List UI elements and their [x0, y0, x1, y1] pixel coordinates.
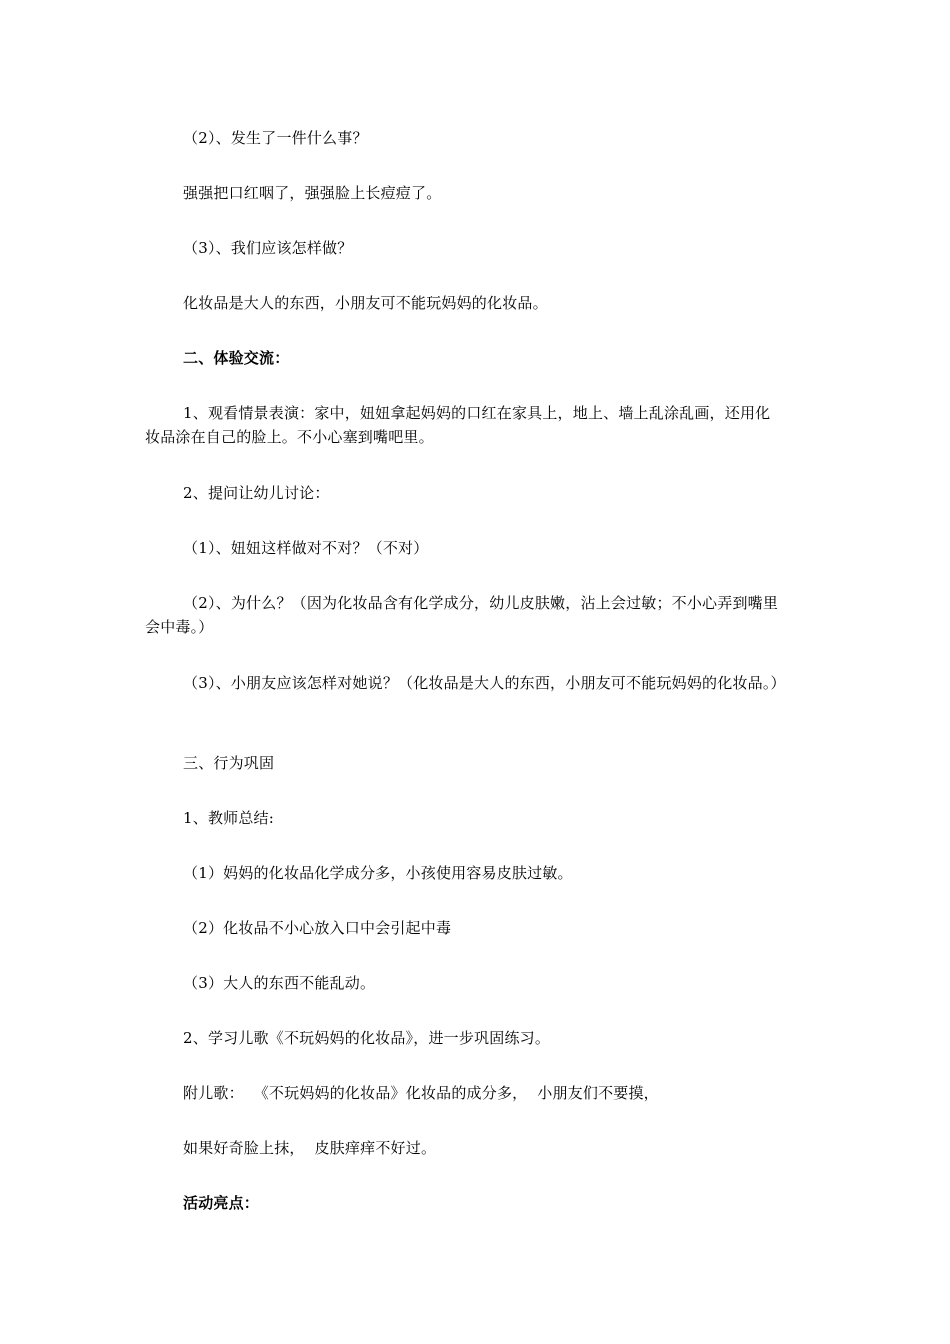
paragraph-song-line-1: 附儿歌： 《不玩妈妈的化妆品》化妆品的成分多， 小朋友们不要摸，: [183, 1084, 659, 1102]
paragraph-summary-1: （1）妈妈的化妆品化学成分多，小孩使用容易皮肤过敏。: [183, 864, 573, 882]
paragraph-event-answer: 强强把口红咽了，强强脸上长痘痘了。: [183, 184, 442, 202]
paragraph-summary-3: （3）大人的东西不能乱动。: [183, 974, 376, 992]
paragraph-discussion: 2、提问让幼儿讨论：: [183, 484, 330, 502]
paragraph-what-to-do-answer: 化妆品是大人的东西，小朋友可不能玩妈妈的化妆品。: [183, 294, 548, 312]
paragraph-discussion-q2: （2）、为什么？（因为化妆品含有化学成分，幼儿皮肤嫩，沾上会过敏；不小心弄到嘴里会中毒。）: [145, 594, 779, 636]
paragraph-learn-song: 2、学习儿歌《不玩妈妈的化妆品》，进一步巩固练习。: [183, 1029, 551, 1047]
section-heading-experience: 二、体验交流：: [183, 349, 290, 367]
paragraph-event-question: （2）、发生了一件什么事？: [183, 129, 368, 147]
paragraph-teacher-summary: 1、教师总结:: [183, 809, 274, 827]
paragraph-summary-2: （2）化妆品不小心放入口中会引起中毒: [183, 919, 452, 937]
section-heading-highlights: 活动亮点：: [183, 1194, 260, 1212]
paragraph-discussion-q3: （3）、小朋友应该怎样对她说？（化妆品是大人的东西，小朋友可不能玩妈妈的化妆品。）: [183, 674, 786, 692]
paragraph-scene-performance: 1、观看情景表演：家中，妞妞拿起妈妈的口红在家具上，地上、墙上乱涂乱画，还用化妆品涂在自己的脸上。不小心塞到嘴吧里。: [145, 404, 771, 446]
section-heading-reinforcement: 三、行为巩固: [183, 754, 275, 772]
paragraph-song-line-2: 如果好奇脸上抹， 皮肤痒痒不好过。: [183, 1139, 437, 1157]
paragraph-discussion-q1: （1）、妞妞这样做对不对？（不对）: [183, 539, 429, 557]
paragraph-what-to-do-question: （3）、我们应该怎样做？: [183, 239, 353, 257]
